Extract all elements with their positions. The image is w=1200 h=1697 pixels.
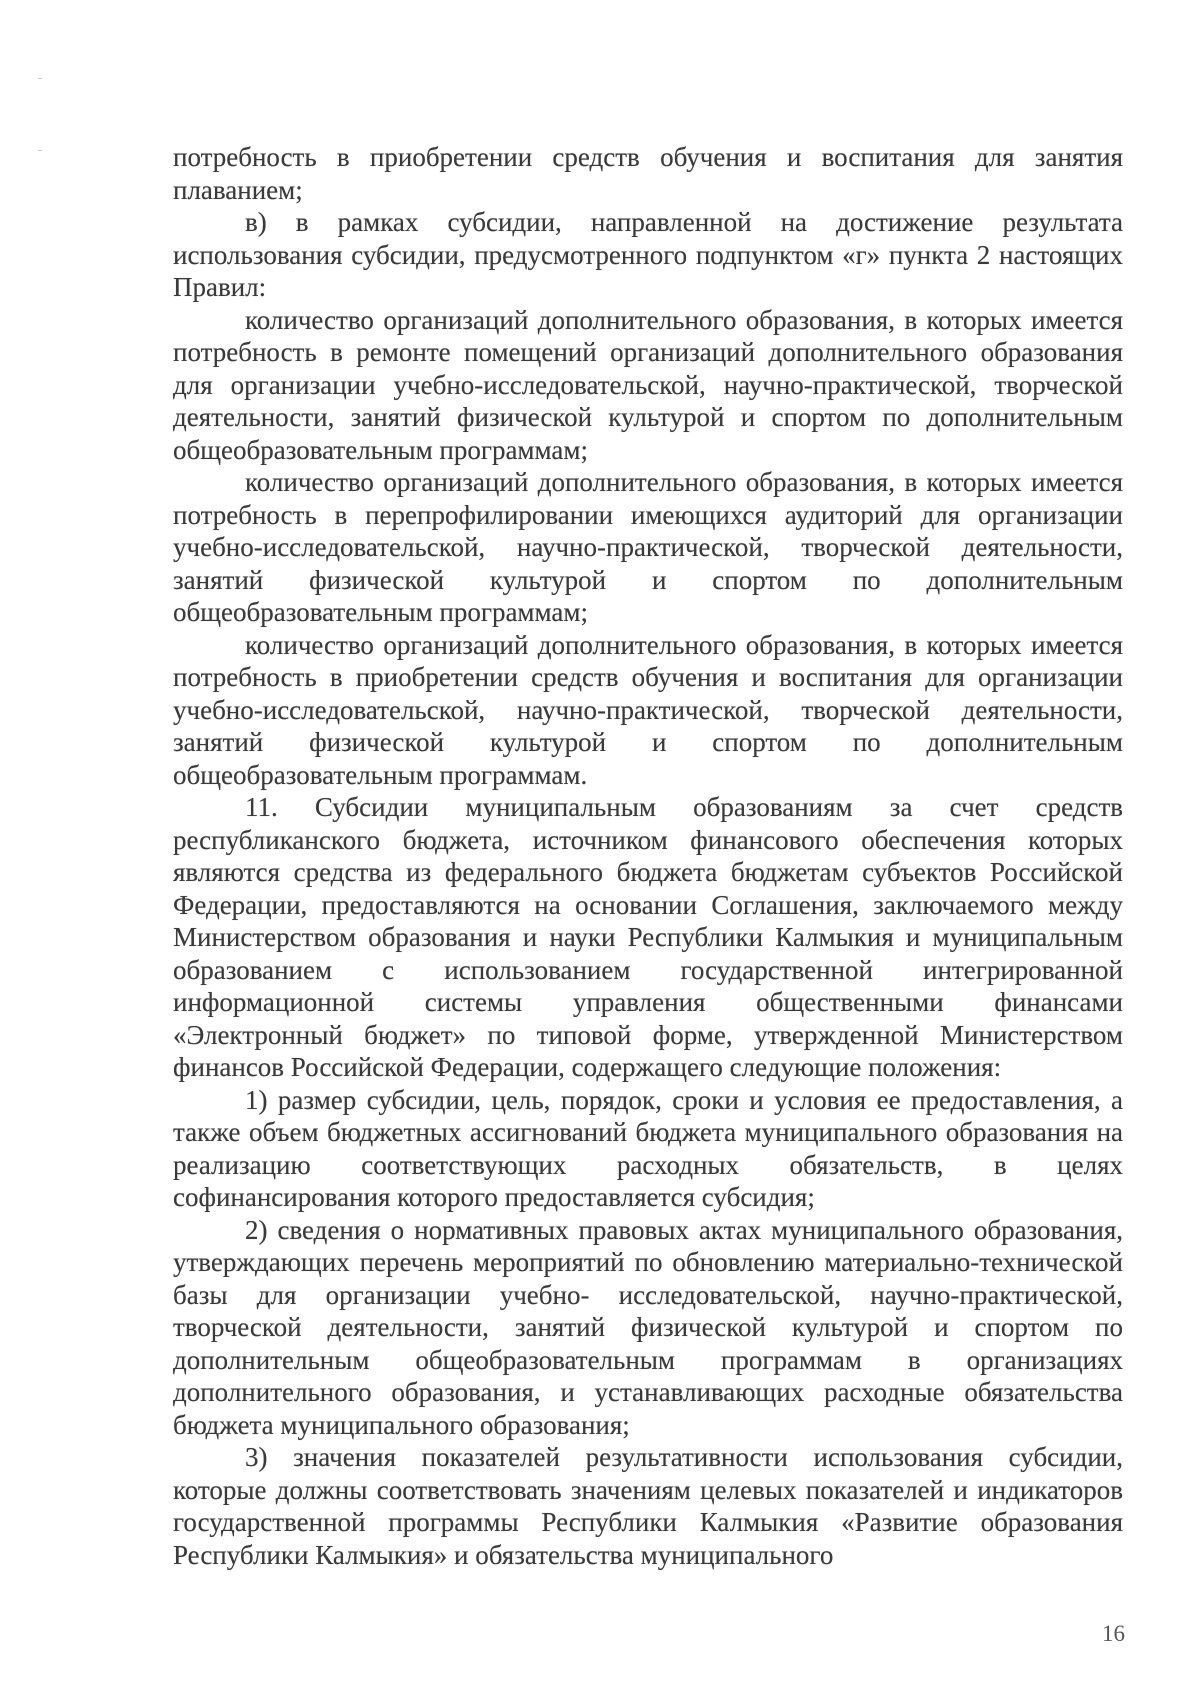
paragraph: количество организаций дополнительного образования, в которых имеется потребность в ремонте помещений организаций дополнительного образования для организации учебно-исследовательской, научно-практической, творческой деятельности, занятий физической культурой и спортом по дополнительным общеобразовательным программам; bbox=[173, 304, 1123, 465]
scan-speck bbox=[38, 150, 42, 151]
paragraph: потребность в приобретении средств обучения и воспитания для занятия плаванием; bbox=[173, 142, 1123, 205]
page-number: 16 bbox=[1102, 1621, 1125, 1646]
paragraph: в) в рамках субсидии, направленной на достижение результата использования субсидии, предусмотренного подпунктом «г» пункта 2 настоящих Правил: bbox=[173, 207, 1123, 302]
paragraph: 3) значения показателей результативности использования субсидии, которые должны соответствовать значениям целевых показателей и индикаторов государственной программы Республики Калмыкия «Развитие образования Республики Калмыкия» и обязательства муниципального bbox=[173, 1442, 1123, 1570]
paragraph: количество организаций дополнительного образования, в которых имеется потребность в перепрофилировании имеющихся аудиторий для организации учебно-исследовательской, научно-практической, творческой деятельности, занятий физической культурой и спортом по дополнительным общеобразовательным программам; bbox=[173, 467, 1123, 627]
paragraph: 1) размер субсидии, цель, порядок, сроки и условия ее предоставления, а также объем бюджетных ассигнований бюджета муниципального образования на реализацию соответствующих расходных обязательств, в целях софинансирования которого предоставляется субсидия; bbox=[173, 1084, 1123, 1212]
paragraph: количество организаций дополнительного образования, в которых имеется потребность в приобретении средств обучения и воспитания для организации учебно-исследовательской, научно-практической, творческой деятельности, занятий физической культурой и спортом по дополнительным общеобразовательным программам. bbox=[173, 629, 1123, 790]
paragraph: 2) сведения о нормативных правовых актах муниципального образования, утверждающих перечень мероприятий по обновлению материально-технической базы для организации учебно- исследовательской, научно-практической, творческой деятельности, занятий физической культурой и спортом по дополнительным общеобразовательным программам в организациях дополнительного образования, и устанавливающих расходные обязательства бюджета муниципального образования; bbox=[173, 1214, 1123, 1440]
paragraph: 11. Субсидии муниципальным образованиям за счет средств республиканского бюджета, источником финансового обеспечения которых являются средства из федерального бюджета бюджетам субъектов Российской Федерации, предоставляются на основании Соглашения, заключаемого между Министерством образования и науки Республики Калмыкия и муниципальным образованием с использованием государственной интегрированной информационной системы управления общественными финансами «Электронный бюджет» по типовой форме, утвержденной Министерством финансов Российской Федерации, содержащего следующие положения: bbox=[173, 792, 1123, 1082]
document-body bbox=[173, 141, 1123, 1571]
scan-speck bbox=[38, 78, 42, 79]
